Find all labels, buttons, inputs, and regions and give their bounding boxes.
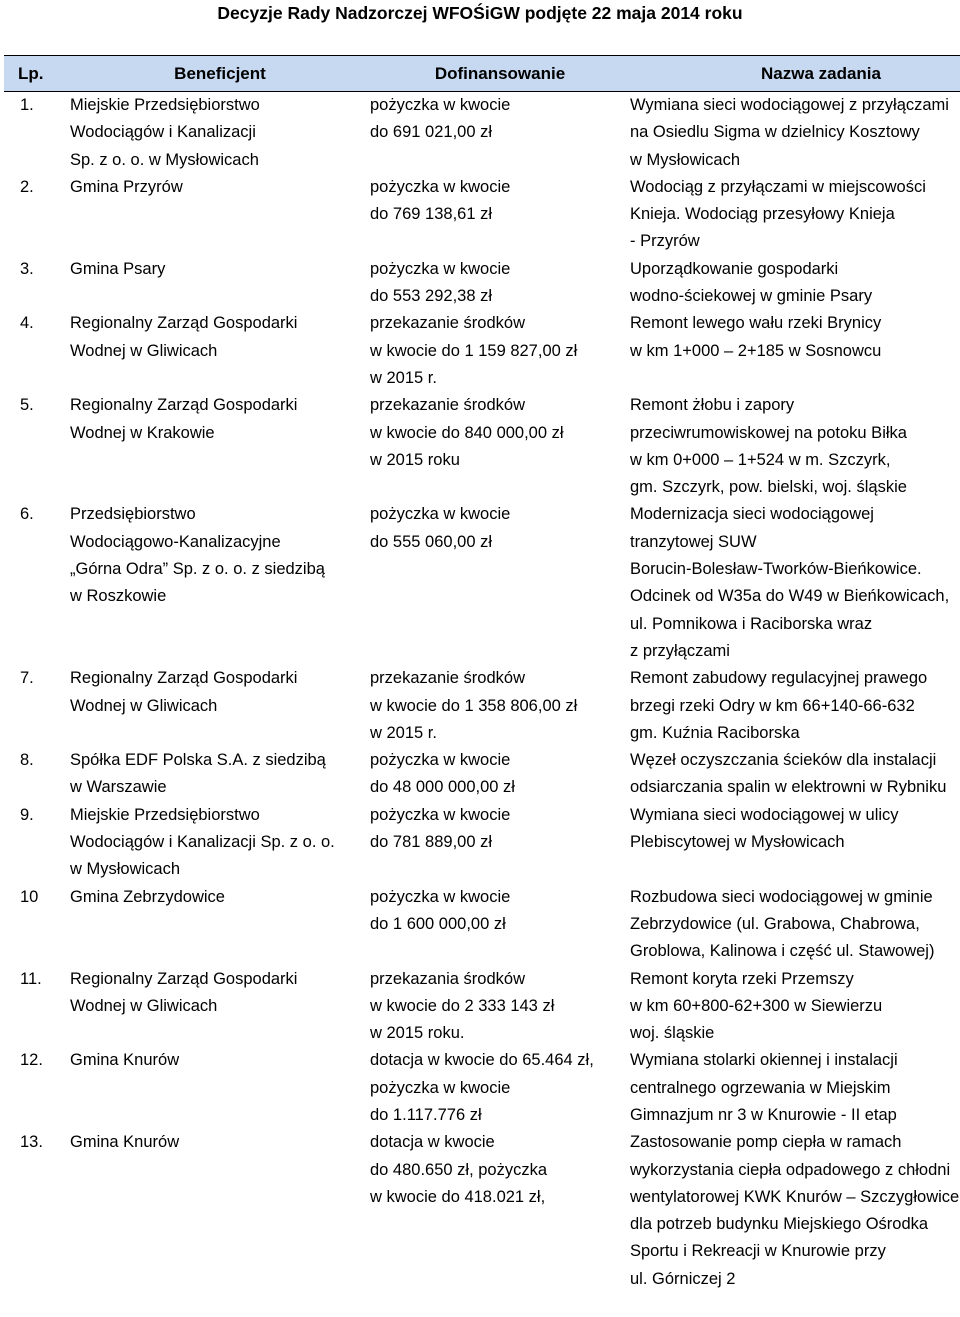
cell-lp: 4. xyxy=(20,314,34,333)
cell-nazwa-zadania-line: Remont żłobu i zapory xyxy=(630,396,795,415)
cell-beneficjent-line: Wodociągów i Kanalizacji xyxy=(70,123,256,142)
cell-nazwa-zadania xyxy=(630,665,960,747)
cell-nazwa-zadania-line: Uporządkowanie gospodarki xyxy=(630,259,839,278)
cell-nazwa-zadania-line: Rozbudowa sieci wodociągowej w gminie xyxy=(630,887,933,906)
cell-nazwa-zadania-line: Sportu i Rekreacji w Knurowie przy xyxy=(630,1242,886,1261)
cell-beneficjent xyxy=(70,966,370,1048)
cell-dofinansowanie-line: w kwocie do 1 358 806,00 zł xyxy=(370,696,578,715)
cell-nazwa-zadania xyxy=(630,1047,960,1129)
cell-nazwa-zadania xyxy=(630,884,960,966)
cell-nazwa-zadania-line: Zebrzydowice (ul. Grabowa, Chabrowa, xyxy=(630,914,920,933)
cell-lp: 11. xyxy=(20,969,42,988)
column-header-beneficjent: Beneficjent xyxy=(70,56,370,92)
cell-beneficjent xyxy=(70,1047,370,1129)
cell-lp: 10 xyxy=(20,887,39,906)
cell-nazwa-zadania xyxy=(630,966,960,1048)
cell-dofinansowanie-line: do 480.650 zł, pożyczka xyxy=(370,1160,548,1179)
table-row xyxy=(4,392,960,501)
cell-dofinansowanie-line: przekazanie środków xyxy=(370,396,525,415)
cell-beneficjent-line: Miejskie Przedsiębiorstwo xyxy=(70,805,260,824)
cell-nazwa-zadania-line: ul. Pomnikowa i Raciborska wraz xyxy=(630,614,873,633)
cell-dofinansowanie-line: w kwocie do 1 159 827,00 zł xyxy=(370,341,578,360)
cell-nazwa-zadania xyxy=(630,310,960,392)
cell-dofinansowanie xyxy=(370,665,630,747)
cell-beneficjent-line: Wodnej w Gliwicach xyxy=(70,341,218,360)
cell-nazwa-zadania xyxy=(630,501,960,665)
cell-beneficjent xyxy=(70,392,370,501)
cell-beneficjent-line: w Roszkowie xyxy=(70,587,167,606)
table-header-row xyxy=(4,56,960,92)
decisions-table xyxy=(4,55,960,1293)
cell-beneficjent-line: Regionalny Zarząd Gospodarki xyxy=(70,669,298,688)
cell-beneficjent xyxy=(70,1129,370,1293)
table-row xyxy=(4,310,960,392)
table-row xyxy=(4,92,960,174)
cell-nazwa-zadania-line: z przyłączami xyxy=(630,641,730,660)
cell-beneficjent xyxy=(70,174,370,256)
table-row xyxy=(4,1047,960,1129)
cell-beneficjent-line: Regionalny Zarząd Gospodarki xyxy=(70,396,298,415)
cell-dofinansowanie-line: pożyczka w kwocie xyxy=(370,751,511,770)
cell-nazwa-zadania-line: w km 60+800-62+300 w Siewierzu xyxy=(630,996,883,1015)
cell-nazwa-zadania-line: w Mysłowicach xyxy=(630,150,741,169)
table-row xyxy=(4,501,960,665)
cell-nazwa-zadania-line: dla potrzeb budynku Miejskiego Ośrodka xyxy=(630,1215,929,1234)
cell-dofinansowanie-line: w 2015 roku xyxy=(370,450,460,469)
cell-beneficjent-line: Regionalny Zarząd Gospodarki xyxy=(70,314,298,333)
cell-beneficjent-line: Wodnej w Gliwicach xyxy=(70,696,218,715)
cell-nazwa-zadania-line: gm. Szczyrk, pow. bielski, woj. śląskie xyxy=(630,478,907,497)
cell-nazwa-zadania xyxy=(630,256,960,311)
cell-dofinansowanie xyxy=(370,92,630,174)
cell-beneficjent xyxy=(70,747,370,802)
cell-beneficjent-line: Gmina Przyrów xyxy=(70,177,183,196)
cell-lp: 6. xyxy=(20,505,34,524)
cell-dofinansowanie xyxy=(370,966,630,1048)
cell-beneficjent xyxy=(70,665,370,747)
cell-nazwa-zadania-line: Wymiana sieci wodociągowej w ulicy xyxy=(630,805,899,824)
cell-dofinansowanie-line: pożyczka w kwocie xyxy=(370,887,511,906)
table-body xyxy=(4,92,960,1294)
cell-dofinansowanie xyxy=(370,501,630,665)
cell-dofinansowanie-line: do 555 060,00 zł xyxy=(370,532,493,551)
column-header-dofinansowanie: Dofinansowanie xyxy=(370,56,630,92)
cell-dofinansowanie-line: pożyczka w kwocie xyxy=(370,805,511,824)
cell-dofinansowanie xyxy=(370,884,630,966)
cell-nazwa-zadania-line: Knieja. Wodociąg przesyłowy Knieja xyxy=(630,205,895,224)
cell-nazwa-zadania-line: Odcinek od W35a do W49 w Bieńkowicach, xyxy=(630,587,950,606)
cell-nazwa-zadania-line: tranzytowej SUW xyxy=(630,532,757,551)
cell-lp: 3. xyxy=(20,259,34,278)
cell-beneficjent-line: Miejskie Przedsiębiorstwo xyxy=(70,96,260,114)
cell-dofinansowanie-line: do 48 000 000,00 zł xyxy=(370,778,515,797)
cell-dofinansowanie-line: w kwocie do 418.021 zł, xyxy=(370,1187,546,1206)
cell-nazwa-zadania xyxy=(630,392,960,501)
cell-dofinansowanie-line: pożyczka w kwocie xyxy=(370,96,511,114)
cell-dofinansowanie-line: do 691 021,00 zł xyxy=(370,123,493,142)
cell-beneficjent-line: Wodnej w Gliwicach xyxy=(70,996,218,1015)
cell-lp: 9. xyxy=(20,805,34,824)
cell-nazwa-zadania-line: Borucin-Bolesław-Tworków-Bieńkowice. xyxy=(630,560,922,579)
cell-nazwa-zadania-line: Modernizacja sieci wodociągowej xyxy=(630,505,874,524)
cell-beneficjent-line: Gmina Psary xyxy=(70,259,166,278)
cell-beneficjent-line: Regionalny Zarząd Gospodarki xyxy=(70,969,298,988)
cell-dofinansowanie-line: pożyczka w kwocie xyxy=(370,177,511,196)
cell-nazwa-zadania-line: Remont lewego wału rzeki Brynicy xyxy=(630,314,882,333)
cell-lp: 12. xyxy=(20,1051,43,1070)
cell-dofinansowanie-line: pożyczka w kwocie xyxy=(370,505,511,524)
cell-nazwa-zadania-line: Gimnazjum nr 3 w Knurowie - II etap xyxy=(630,1105,897,1124)
table-row xyxy=(4,747,960,802)
cell-nazwa-zadania-line: gm. Kuźnia Raciborska xyxy=(630,723,800,742)
cell-dofinansowanie-line: w 2015 r. xyxy=(370,368,437,387)
cell-lp: 13. xyxy=(20,1133,43,1152)
cell-nazwa-zadania-line: odsiarczania spalin w elektrowni w Rybniku xyxy=(630,778,947,797)
cell-dofinansowanie xyxy=(370,310,630,392)
cell-nazwa-zadania-line: woj. śląskie xyxy=(630,1024,715,1043)
table-row xyxy=(4,1129,960,1293)
cell-beneficjent-line: Sp. z o. o. w Mysłowicach xyxy=(70,150,259,169)
cell-nazwa-zadania xyxy=(630,802,960,884)
cell-dofinansowanie-line: do 769 138,61 zł xyxy=(370,205,493,224)
column-header-lp: Lp. xyxy=(4,56,70,92)
cell-nazwa-zadania-line: na Osiedlu Sigma w dzielnicy Kosztowy xyxy=(630,123,920,142)
cell-dofinansowanie-line: dotacja w kwocie xyxy=(370,1133,495,1152)
table-row xyxy=(4,802,960,884)
cell-beneficjent-line: Gmina Zebrzydowice xyxy=(70,887,225,906)
cell-dofinansowanie-line: do 1.117.776 zł xyxy=(370,1105,482,1124)
cell-beneficjent xyxy=(70,884,370,966)
cell-nazwa-zadania-line: - Przyrów xyxy=(630,232,700,251)
cell-nazwa-zadania-line: przeciwrumowiskowej na potoku Biłka xyxy=(630,423,907,442)
cell-dofinansowanie-line: przekazanie środków xyxy=(370,314,525,333)
cell-beneficjent-line: Przedsiębiorstwo xyxy=(70,505,196,524)
cell-nazwa-zadania-line: Wodociąg z przyłączami w miejscowości xyxy=(630,177,926,196)
cell-dofinansowanie xyxy=(370,174,630,256)
cell-lp: 8. xyxy=(20,751,34,770)
cell-dofinansowanie xyxy=(370,802,630,884)
document-title: Decyzje Rady Nadzorczej WFOŚiGW podjęte 22 maja 2014 roku xyxy=(217,3,743,23)
cell-dofinansowanie-line: w 2015 r. xyxy=(370,723,437,742)
cell-dofinansowanie xyxy=(370,747,630,802)
cell-dofinansowanie-line: w 2015 roku. xyxy=(370,1024,465,1043)
cell-dofinansowanie xyxy=(370,392,630,501)
cell-dofinansowanie-line: pożyczka w kwocie xyxy=(370,259,511,278)
cell-beneficjent-line: Wodociągowo-Kanalizacyjne xyxy=(70,532,281,551)
cell-beneficjent-line: „Górna Odra” Sp. z o. o. z siedzibą xyxy=(70,560,325,579)
cell-nazwa-zadania-line: Zastosowanie pomp ciepła w ramach xyxy=(630,1133,902,1152)
cell-dofinansowanie xyxy=(370,1047,630,1129)
table-row xyxy=(4,256,960,311)
cell-beneficjent xyxy=(70,310,370,392)
cell-dofinansowanie-line: przekazanie środków xyxy=(370,669,525,688)
cell-dofinansowanie-line: do 1 600 000,00 zł xyxy=(370,914,506,933)
cell-beneficjent-line: Spółka EDF Polska S.A. z siedzibą xyxy=(70,751,326,770)
cell-beneficjent-line: w Warszawie xyxy=(70,778,167,797)
cell-beneficjent xyxy=(70,802,370,884)
cell-nazwa-zadania-line: Wymiana stolarki okiennej i instalacji xyxy=(630,1051,898,1070)
cell-nazwa-zadania xyxy=(630,1129,960,1293)
table-row xyxy=(4,966,960,1048)
cell-dofinansowanie-line: w kwocie do 2 333 143 zł xyxy=(370,996,555,1015)
cell-nazwa-zadania-line: wentylatorowej KWK Knurów – Szczygłowice xyxy=(630,1187,960,1206)
cell-dofinansowanie xyxy=(370,256,630,311)
cell-beneficjent-line: Gmina Knurów xyxy=(70,1133,180,1152)
cell-beneficjent-line: Gmina Knurów xyxy=(70,1051,180,1070)
cell-lp: 2. xyxy=(20,177,34,196)
cell-beneficjent xyxy=(70,501,370,665)
cell-beneficjent-line: w Mysłowicach xyxy=(70,860,181,879)
cell-nazwa-zadania-line: Węzeł oczyszczania ścieków dla instalacji xyxy=(630,751,937,770)
cell-dofinansowanie-line: w kwocie do 840 000,00 zł xyxy=(370,423,564,442)
cell-beneficjent xyxy=(70,92,370,174)
cell-dofinansowanie-line: przekazania środków xyxy=(370,969,525,988)
cell-nazwa-zadania-line: ul. Górniczej 2 xyxy=(630,1269,736,1288)
cell-nazwa-zadania-line: brzegi rzeki Odry w km 66+140-66-632 xyxy=(630,696,915,715)
cell-beneficjent xyxy=(70,256,370,311)
table-row xyxy=(4,174,960,256)
cell-nazwa-zadania-line: wykorzystania ciepła odpadowego z chłodni xyxy=(630,1160,951,1179)
cell-lp: 7. xyxy=(20,669,34,688)
cell-nazwa-zadania-line: Wymiana sieci wodociągowej z przyłączami xyxy=(630,96,949,114)
cell-lp: 1. xyxy=(20,96,34,114)
cell-nazwa-zadania xyxy=(630,174,960,256)
cell-dofinansowanie-line: do 553 292,38 zł xyxy=(370,287,493,306)
cell-dofinansowanie-line: dotacja w kwocie do 65.464 zł, xyxy=(370,1051,594,1070)
cell-nazwa-zadania-line: Plebiscytowej w Mysłowicach xyxy=(630,833,845,852)
column-header-nazwa-zadania: Nazwa zadania xyxy=(630,56,960,92)
cell-nazwa-zadania-line: Groblowa, Kalinowa i część ul. Stawowej) xyxy=(630,942,935,961)
cell-nazwa-zadania-line: centralnego ogrzewania w Miejskim xyxy=(630,1078,891,1097)
cell-dofinansowanie-line: do 781 889,00 zł xyxy=(370,833,493,852)
cell-beneficjent-line: Wodociągów i Kanalizacji Sp. z o. o. xyxy=(70,833,335,852)
cell-nazwa-zadania-line: wodno-ściekowej w gminie Psary xyxy=(630,287,873,306)
cell-nazwa-zadania-line: Remont zabudowy regulacyjnej prawego xyxy=(630,669,928,688)
table-row xyxy=(4,665,960,747)
cell-dofinansowanie-line: pożyczka w kwocie xyxy=(370,1078,511,1097)
cell-nazwa-zadania xyxy=(630,747,960,802)
cell-lp: 5. xyxy=(20,396,34,415)
cell-nazwa-zadania-line: w km 1+000 – 2+185 w Sosnowcu xyxy=(630,341,882,360)
cell-nazwa-zadania-line: Remont koryta rzeki Przemszy xyxy=(630,969,854,988)
cell-nazwa-zadania-line: w km 0+000 – 1+524 w m. Szczyrk, xyxy=(630,450,891,469)
cell-nazwa-zadania xyxy=(630,92,960,174)
cell-beneficjent-line: Wodnej w Krakowie xyxy=(70,423,215,442)
cell-dofinansowanie xyxy=(370,1129,630,1293)
table-row xyxy=(4,884,960,966)
